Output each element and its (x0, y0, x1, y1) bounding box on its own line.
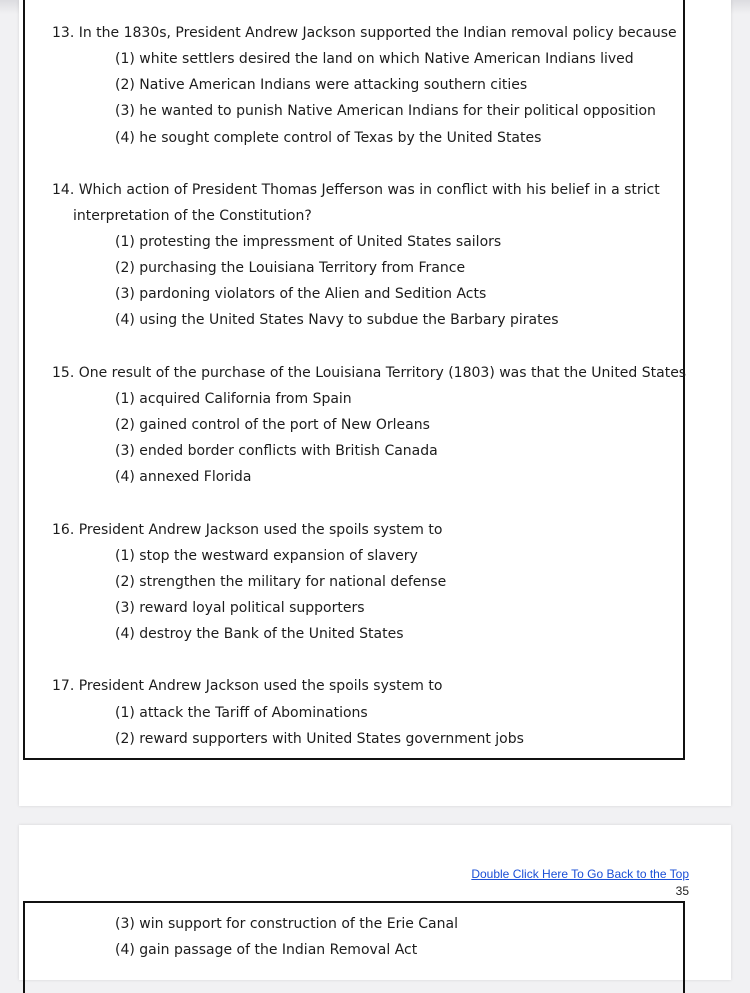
option-4: (4) he sought complete control of Texas by the United States (115, 130, 542, 146)
option-1: (1) protesting the impressment of United States sailors (115, 234, 502, 250)
option-1: (1) stop the westward expansion of slavery (115, 548, 418, 564)
option-2: (2) Native American Indians were attacking southern cities (115, 77, 528, 93)
option-1: (1) attack the Tariff of Abominations (115, 705, 368, 721)
question-box-continued (23, 901, 685, 993)
question-13-stem (52, 24, 677, 42)
option-2: (2) strengthen the military for national defense (115, 574, 447, 590)
option-1: (1) acquired California from Spain (115, 391, 352, 407)
question-number: 13. (52, 25, 75, 41)
question-text: In the 1830s, President Andrew Jackson supported the Indian removal policy because (78, 25, 677, 41)
option-4: (4) using the United States Navy to subdue the Barbary pirates (115, 312, 559, 328)
question-15-stem (52, 364, 686, 382)
option-3: (3) pardoning violators of the Alien and Sedition Acts (115, 286, 487, 302)
question-14-stem (52, 181, 660, 199)
back-to-top-link[interactable]: Double Click Here To Go Back to the Top (471, 867, 689, 881)
option-2: (2) reward supporters with United States government jobs (115, 731, 524, 747)
question-number: 14. (52, 182, 75, 198)
page-number: 35 (675, 884, 689, 898)
question-number: 15. (52, 365, 75, 381)
option-3: (3) win support for construction of the Erie Canal (115, 916, 458, 932)
document-page-1 (19, 0, 731, 806)
option-2: (2) purchasing the Louisiana Territory from France (115, 260, 466, 276)
option-4: (4) destroy the Bank of the United States (115, 626, 404, 642)
question-text: One result of the purchase of the Louisiana Territory (1803) was that the United States (78, 365, 687, 381)
option-3: (3) ended border conflicts with British Canada (115, 443, 438, 459)
option-4: (4) annexed Florida (115, 469, 252, 485)
question-text: President Andrew Jackson used the spoils system to (78, 678, 443, 694)
question-text: Which action of President Thomas Jefferson was in conflict with his belief in a strict (78, 182, 660, 198)
option-4: (4) gain passage of the Indian Removal Act (115, 942, 418, 958)
option-2: (2) gained control of the port of New Orleans (115, 417, 430, 433)
document-page-2 (19, 825, 731, 980)
question-14-stem-cont: interpretation of the Constitution? (73, 208, 312, 224)
question-16-stem (52, 521, 442, 539)
question-box (23, 0, 685, 760)
option-3: (3) he wanted to punish Native American Indians for their political opposition (115, 103, 656, 119)
option-1: (1) white settlers desired the land on which Native American Indians lived (115, 51, 634, 67)
question-number: 16. (52, 522, 75, 538)
question-number: 17. (52, 678, 75, 694)
question-text: President Andrew Jackson used the spoils system to (78, 522, 443, 538)
option-3: (3) reward loyal political supporters (115, 600, 365, 616)
question-17-stem (52, 677, 442, 695)
